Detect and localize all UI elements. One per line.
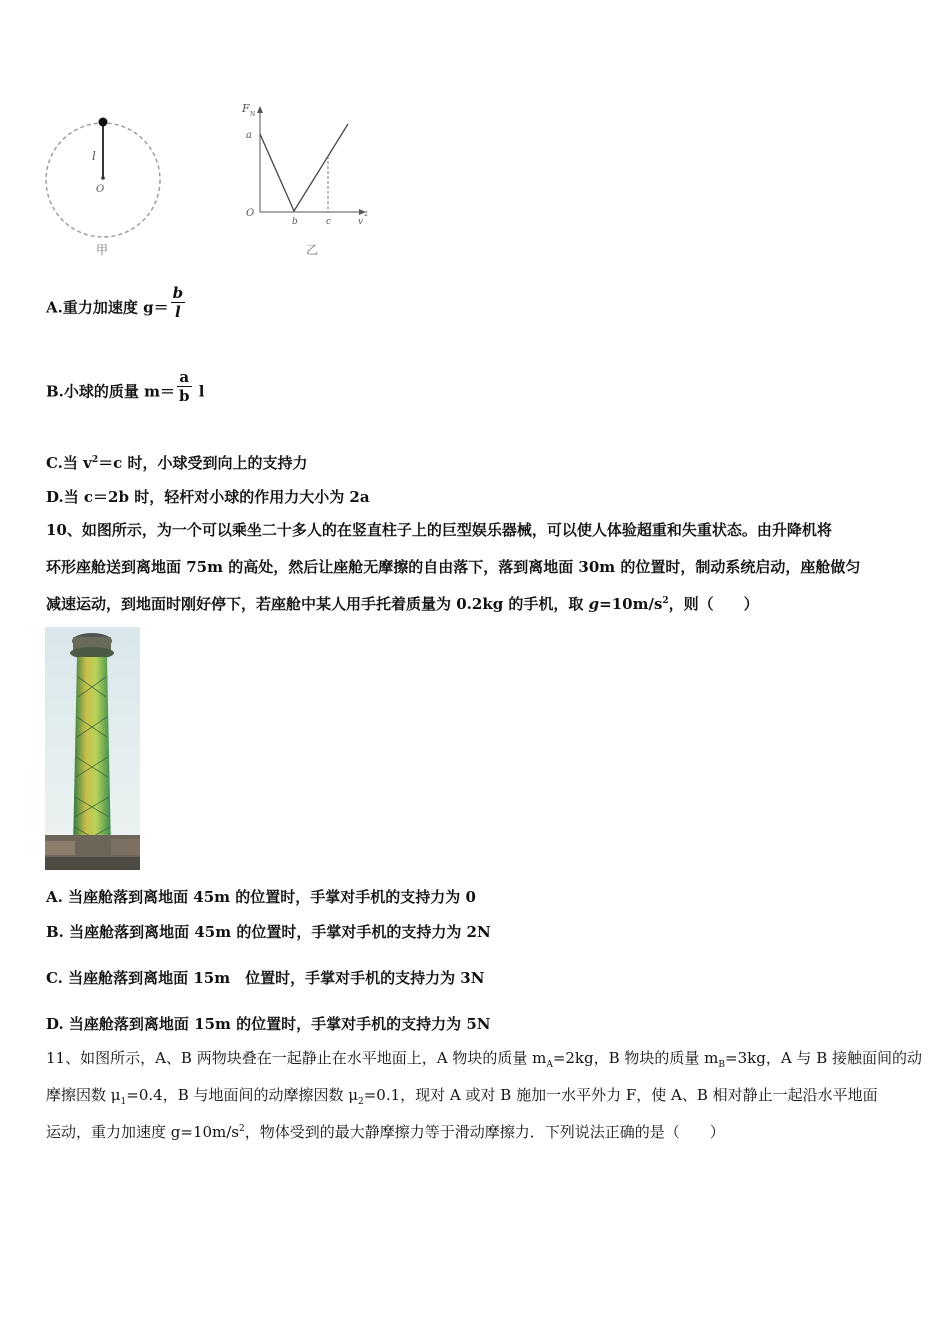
label-o: O <box>96 184 105 195</box>
label-b: b <box>292 217 298 227</box>
q10-option-a: A. 当座舱落到离地面 45m 的位置时，手掌对手机的支持力为 0 <box>46 888 476 906</box>
fraction-b-over-l: $\frac{b}{l}$ <box>172 284 184 321</box>
ball <box>99 118 108 127</box>
drop-tower-photo <box>45 627 140 870</box>
q11-line-3: 运动，重力加速度 $g=10m/s^2$，物体受到的最大静摩擦力等于滑动摩擦力．下列说法正确的是（ ） <box>46 1123 725 1141</box>
label-f-sub: N <box>250 111 256 118</box>
y-axis-arrow <box>257 106 263 113</box>
label-v-sup: 2 <box>364 211 368 218</box>
q9-option-a: A.重力加速度 g＝ $\frac{b}{l}$ <box>46 284 184 321</box>
q11-stem <box>46 1040 922 1151</box>
label-l: l <box>92 149 96 163</box>
caption-jia: 甲 <box>96 243 109 257</box>
q11-line-2: 摩擦因数 $\mu_1=0.4$，B 与地面间的动摩擦因数 $\mu_2=0.1$，现对 A 或对 B 施加一水平外力 F，使 A、B 相对静止一起沿水平地面 <box>46 1086 878 1107</box>
caption-yi: 乙 <box>306 243 319 257</box>
q9-option-d: D.当 c＝2b 时，轻杆对小球的作用力大小为 2a <box>46 488 370 506</box>
q10-option-b: B. 当座舱落到离地面 45m 的位置时，手掌对手机的支持力为 2N <box>46 923 491 941</box>
q10-line-3: 减速运动，到地面时刚好停下，若座舱中某人用手托着质量为 0.2kg 的手机，取 $g=10m/s^2$，则（ ） <box>46 595 759 613</box>
label-f: F <box>242 102 250 115</box>
label-c: c <box>326 217 332 227</box>
figure-force-graph <box>236 98 386 260</box>
q9-option-b: B.小球的质量 m＝ $\frac{a}{b}$ l <box>46 368 205 405</box>
q10-line-1: 10、如图所示，为一个可以乘坐二十多人的在竖直柱子上的巨型娱乐器械，可以使人体验超重和失重状态。由升降机将 <box>46 521 832 539</box>
q10-option-c: C. 当座舱落到离地面 15m 位置时，手掌对手机的支持力为 3N <box>46 969 485 987</box>
label-origin: O <box>246 208 255 219</box>
force-curve <box>260 124 348 211</box>
fraction-a-over-b: $\frac{a}{b}$ <box>179 368 190 405</box>
q9-option-c: C.当 $v^2=c$ 时，小球受到向上的支持力 <box>46 454 308 472</box>
label-a: a <box>246 130 252 141</box>
figure-circle-diagram <box>40 100 175 260</box>
q10-option-d: D. 当座舱落到离地面 15m 的位置时，手掌对手机的支持力为 5N <box>46 1015 491 1033</box>
center-point <box>101 176 105 180</box>
q11-line-1: 11、如图所示，A、B 两物块叠在一起静止在水平地面上，A 物块的质量 $m_A=2kg$，B 物块的质量 $m_B=3kg$，A 与 B 接触面间的动 <box>46 1049 922 1070</box>
q10-line-2: 环形座舱送到离地面 75m 的高处，然后让座舱无摩擦的自由落下，落到离地面 30m 的位置时，制动系统启动，座舱做匀 <box>46 558 861 576</box>
label-v: v <box>358 217 364 227</box>
q10-stem <box>46 512 906 623</box>
